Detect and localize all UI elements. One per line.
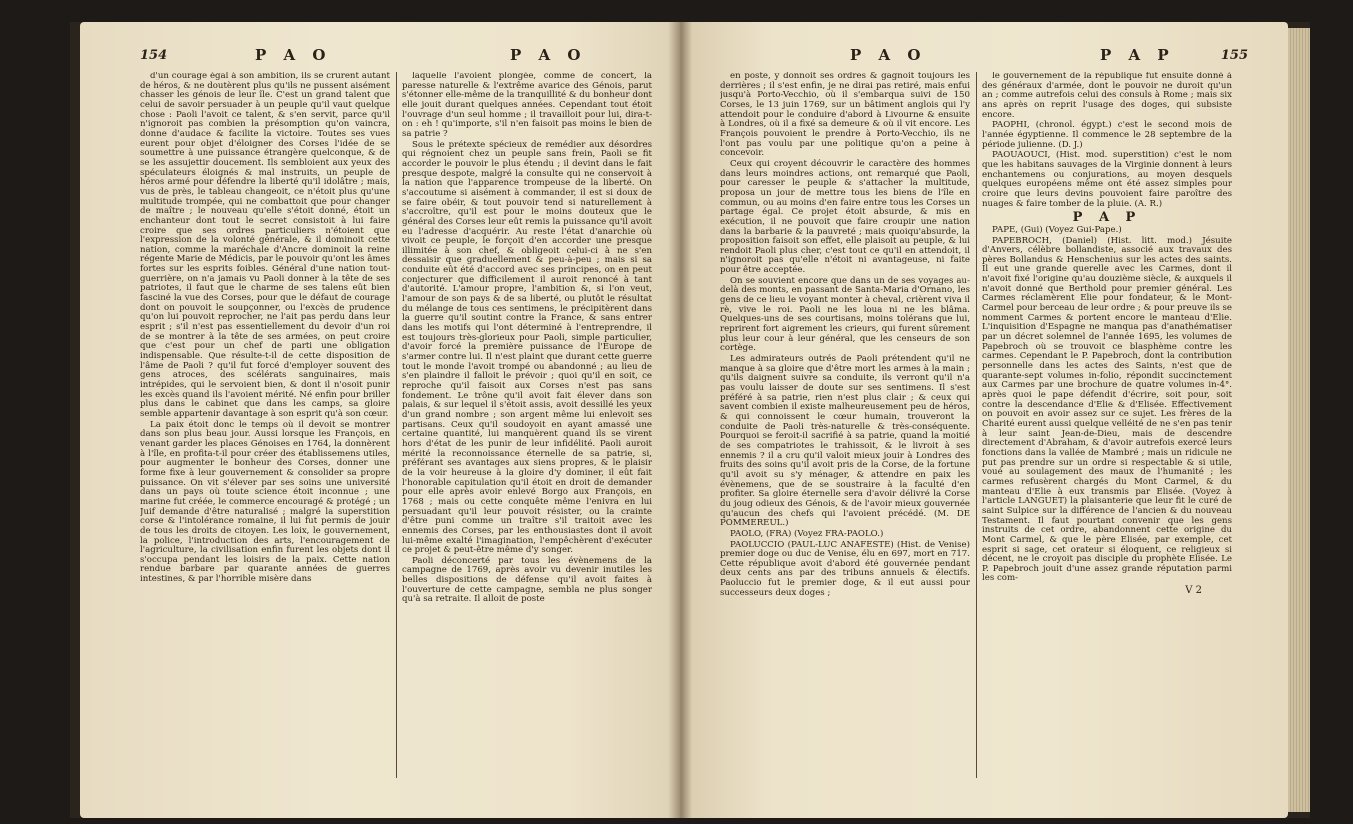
paragraph: d'un courage égal à son ambition, ils se crurent autant de héros, & ne doutèrent plus qu'ils ne pussent aisément chasser les génois de leur île. C'est un grand talent que celui de savoir persuader à un peuple qu'il vaut quelque chose : Paoli l'avoit ce talent, & s'en servit, parce qu'il n'ignoroit pas combien la présomption qu'on vaincra, donne d'audace & facilite la victoire. Toutes ses vues eurent pour objet d'éloigner des Corses l'idée de se soumettre à une puissance étrangère quelconque, & de se les assujettir doucement. Ils sembloient aux yeux des spéculateurs éloignés & mal instruits, un peuple de héros armé pour défendre la liberté qu'il idolâtre ; mais, vus de près, le tableau changeoit, ce n'étoit plus qu'une multitude trompée, qui ne combattoit que pour changer de maître ; le nouveau qu'elle s'étoit donné, étoit un enchanteur dont tout le secret consistoit à lui faire croire que ses ordres particuliers n'étoient que l'expression de la volonté générale, & il dominoit cette nation, comme la maréchale d'Ancre dominoit la reine régente Marie de Médicis, par le pouvoir qu'ont les âmes fortes sur les esprits foibles. Général d'une nation tout-guerrière, on n'a jamais vu Paoli donner à la tête de ses patriotes, il faut que le charme de ses talens eût bien fasciné la vue des Corses, pour que le défaut de courage dont on pouvoit le soupçonner, ou l'excès de prudence qu'on lui pouvoit reprocher, ne l'ait pas perdu dans leur esprit ; s'il n'est pas essentiellement du devoir d'un roi de se montrer à la tête de ses armées, on peut croire que c'est pour un chef de parti une obligation indispensable. Que résulte-t-il de cette disposition de l'âme de Paoli ? qu'il fut forcé d'employer souvent des gens atroces, des scélérats sanguinaires, mais intrépides, qui le servoient bien, & dont il n'osoit punir les excès quand ils l'avoient mérité. Né enfin pour briller plus dans le cabinet que dans les camps, sa gloire semble appartenir davantage à son esprit qu'à son cœur. bbox=[140, 72, 390, 419]
paragraph: Paoli déconcerté par tous les évènemens de la campagne de 1769, après avoir vu devenir inutiles les belles dispositions de défense qu'il avoit faites à l'ouverture de cette campagne, sembla ne plus songer qu'à sa retraite. Il alloit de poste bbox=[402, 555, 652, 605]
entry: PAOLUCCIO (PAUL-LUC ANAFESTE) (Hist. de Venise) premier doge ou duc de Venise, élu en 697, mort en 717. Cette république avoit d'abord été gouvernée pendant deux cents ans par des tribuns annuels & électifs. Paoluccio fut le premier doge, & il eut aussi pour successeurs deux doges ; bbox=[720, 539, 970, 598]
page-edges bbox=[1288, 28, 1310, 812]
running-head-title: P A O bbox=[510, 46, 587, 64]
running-head-title: P A O bbox=[255, 46, 332, 64]
section-heading: P A P bbox=[1072, 210, 1142, 226]
paragraph: en poste, y donnoit ses ordres & gagnoit toujours les derrières ; il s'est enfin, je ne dirai pas retiré, mais enfui jusqu'à Porto-Vecchio, où il s'embarqua suivi de 150 Corses, le 13 juin 1769, sur un bâtiment anglois qui l'y attendoit pour le conduire d'abord à Livourne & ensuite à Londres, où il a fixé sa demeure & où il vit encore. Les François pouvoient le prendre à Porto-Vecchio, ils ne l'ont pas voulu par une politique qu'on a peine à concevoir. bbox=[720, 72, 970, 159]
left-page bbox=[80, 22, 688, 818]
text-column bbox=[402, 72, 652, 798]
entry: PAOLO, (FRA) (Voyez FRA-PAOLO.) bbox=[730, 528, 884, 539]
entry: PAOUAOUCI, (Hist. mod. superstition) c'est le nom que les habitans sauvages de la Virginie donnent à leurs enchantemens ou conjurations, au moyen desquels quelques européens même ont été assez simples pour croire que leurs devins pouvoient faire paroître des nuages & faire tomber de la pluie. (A. R.) bbox=[982, 150, 1232, 209]
entry: PAPEBROCH, (Daniel) (Hist. litt. mod.) Jésuite d'Anvers, célèbre bollandiste, associé aux travaux des pères Bollandus & Henschenius sur les actes des saints. Il eut une grande querelle avec les Carmes, dont il n'avoit fixé l'origine qu'au douzième siècle, & auxquels il n'avoit donné que Berthold pour premier général. Les Carmes réclamèrent Elie pour fondateur, & le Mont-Carmel pour berceau de leur ordre ; & pour preuve ils se nomment Carmes & portent encore le manteau d'Elie. L'inquisition d'Espagne ne manqua pas d'anathématiser par un décret solemnel de l'année 1695, les volumes de Papebroch où se trouvoit ce blasphème contre les carmes. Cependant le P. Papebroch, dont la contribution personnelle dans les actes des Saints, n'est que de quarante-sept volumes in-folio, répondit succinctement aux Carmes par une brochure de quatre volumes in-4°. après quoi le pape défendit d'écrire, soit pour, soit contre la descendance d'Elie & d'Elisée. Effectivement on pouvoit en avoir assez sur ce sujet. Les frères de la Charité eurent aussi quelque velléité de ne s'en pas tenir à leur saint Jean-de-Dieu, mais de descendre directement d'Abraham, & d'avoir autrefois exercé leurs fonctions dans la vallée de Mambré ; mais un ridicule ne put pas prendre sur un ordre si respectable & si utile, voué au soulagement des maux de l'humanité ; les carmes refusèrent chargés du Mont Carmel, & du manteau d'Elie à eux transmis par Elisée. (Voyez à l'article LANGUET) la plaisanterie que leur fit le curé de saint Sulpice sur la différence de l'ancien & du nouveau Testament. Il faut pourtant convenir que les gens instruits de cet ordre, abandonnent cette origine du Mont Carmel, & que le père Elisée, par exemple, cet esprit si sage, cet orateur si éloquent, ce religieux si décent, ne le croyoit pas disciple du prophète Elisée. Le P. Papebroch jouit d'une assez grande réputation parmi les com- bbox=[982, 235, 1232, 584]
text-column bbox=[720, 72, 970, 798]
right-running-head bbox=[740, 46, 1248, 68]
text-column bbox=[982, 72, 1232, 798]
left-running-head bbox=[140, 46, 648, 68]
signature-mark: V 2 bbox=[1185, 585, 1202, 597]
paragraph: laquelle l'avoient plongée, comme de concert, la paresse naturelle & l'extrême avarice des Génois, parut s'étonner elle-même de la tranquillité & du bonheur dont elle jouit durant quelques années. Cependant tout étoit l'ouvrage d'un seul homme ; il travailloit pour lui, dira-t-on : eh ! qu'importe, s'il n'en faisoit pas moins le bien de sa patrie ? bbox=[402, 72, 652, 139]
entry: PAOPHI, (chronol. égypt.) c'est le second mois de l'année égyptienne. Il commence le 28 septembre de la période julienne. (D. J.) bbox=[982, 120, 1232, 150]
running-head-title: P A O bbox=[850, 46, 927, 64]
paragraph: On se souvient encore que dans un de ses voyages au-delà des monts, en passant de Santa-Maria d'Ornano, les gens de ce lieu le voyant monter à cheval, crièrent viva il rè, vive le roi. Paoli ne les loua ni ne les blâma. Quelques-uns de ses courtisans, moins tolérans que lui, reprirent fort aigrement les crieurs, qui furent sûrement plus leur cour à leur général, que les censeurs de son cortège. bbox=[720, 275, 970, 354]
book-gutter bbox=[668, 22, 692, 818]
paragraph: Sous le prétexte spécieux de remédier aux désordres qui régnoient chez un peuple sans frein, Paoli se fit accorder le pouvoir le plus étendu ; il devint dans le fait presque despote, malgré la consulte qui ne conservoit à la nation que l'apparence trompeuse de la liberté. On s'accoutume si aisément à commander, il est si doux de se faire obéir, & tout pouvoir tend si naturellement à s'accroître, qu'il est pour le moins douteux que le général des Corses leur eût remis la puissance qu'il avoit eu l'adresse d'acquérir. Au reste l'état d'anarchie où vivoit ce peuple, le forçoit d'en accorder une presque illimitée à son chef, & obligeoit celui-ci à ne s'en dessaisir que graduellement & peu-à-peu ; mais si sa conduite eût été d'accord avec ses principes, on en peut conjecturer que difficilement il auroit renoncé à tant d'autorité. L'amour propre, l'ambition &, si l'on veut, l'amour de son pays & de sa liberté, ou plutôt le résultat du mélange de tous ces sentimens, le précipitèrent dans la guerre qu'il soutint contre la France, & sans entrer dans les motifs qui l'ont déterminé à l'entreprendre, il est toujours très-glorieux pour Paoli, simple particulier, d'avoir forcé la première puissance de l'Europe de s'armer contre lui. Il n'est plaint que durant cette guerre tout le monde l'avoit trompé ou abandonné ; au lieu de s'en plaindre il falloit le prévoir ; quoi qu'il en soit, ce reproche qu'il faisoit aux Corses n'est pas sans fondement. Le trône qu'il avoit fait élever dans son palais, & sur lequel il s'étoit assis, avoit dessillé les yeux d'un grand nombre ; son argent même lui enlevoit ses partisans. Ceux qu'il soudoyoit en ayant amassé une certaine quantité, lui manquèrent quand ils se virent hors d'état de les punir de leur infidélité. Paoli auroit mérité la reconnoissance éternelle de sa patrie, si, préférant ses avantages aux siens propres, & le plaisir de la voir heureuse à la gloire d'y dominer, il eût fait l'honorable capitulation qu'il étoit en droit de demander pour elle après avoir enlevé Borgo aux François, en 1768 ; mais ou cette conquête même l'enivra en lui persuadant qu'il leur pouvoit résister, ou la crainte d'être puni comme un traître s'il traitoit avec les ennemis des Corses, par les enthousiastes dont il avoit lui-même exalté l'imagination, l'empêchèrent d'exécuter ce projet & peut-être même d'y songer. bbox=[402, 139, 652, 556]
paragraph: Les admirateurs outrés de Paoli prétendent qu'il ne manque à sa gloire que d'être mort les armes à la main ; qu'ils daignent suivre sa conduite, ils verront qu'il n'a pas voulu laisser de doute sur ses sentimens. Il s'est préféré à sa patrie, rien n'est plus clair ; & ceux qui savent combien il existe malheureusement peu de héros, & qui connoissent le cœur humain, trouveront la conduite de Paoli très-naturelle & très-conséquente. Pourquoi se feroit-il sacrifié à sa patrie, quand la moitié de ses compatriotes le trahissoit, & le livroit à ses ennemis ? il a cru qu'il valoit mieux jouir à Londres des fruits des soins qu'il avoit pris de la Corse, de la fortune qu'il avoit su s'y ménager, & attendre en paix les évènemens, que de se soustraire à la faculté d'en profiter. Sa gloire éternelle sera d'avoir délivré la Corse du joug odieux des Génois, & de l'avoir mieux gouvernée qu'aucun des chefs qui l'avoient précédé. (M. DE POMMEREUL.) bbox=[720, 354, 970, 529]
page-number: 155 bbox=[1220, 48, 1248, 63]
column-rule bbox=[976, 72, 977, 778]
paragraph: La paix étoit donc le temps où il devoit se montrer dans son plus beau jour. Aussi lorsque les François, en venant garder les places Génoises en 1764, la donnèrent à l'île, en profita-t-il pour créer des établissemens utiles, pour augmenter le bonheur des Corses, donner une forme fixe à leur gouvernement & consolider sa propre puissance. On vit s'élever par ses soins une université dans un pays où toute science étoit inconnue ; une marine fut créée, le commerce encouragé & protégé ; un Juif demande d'être naturalisé ; malgré la superstition corse & l'intolérance romaine, il lui fut permis de jouir de tous les droits de citoyen. Les loix, le gouvernement, la police, l'introduction des arts, l'encouragement de l'agriculture, la civilisation enfin furent les objets dont il s'occupa pendant les loisirs de la paix. Cette nation rendue barbare par quarante années de guerres intestines, & par l'horrible misère dans bbox=[140, 419, 390, 585]
running-head-title: P A P bbox=[1100, 46, 1175, 64]
paragraph: le gouvernement de la république fut ensuite donné à des généraux d'armée, dont le pouvoir ne duroit qu'un an ; comme autrefois celui des consuls à Rome ; mais six ans après on reprit l'usage des doges, qui subsiste encore. bbox=[982, 72, 1232, 120]
text-column bbox=[140, 72, 390, 798]
right-page bbox=[680, 22, 1288, 818]
paragraph: Ceux qui croyent découvrir le caractère des hommes dans leurs moindres actions, ont remarqué que Paoli, pour caresser le peuple & s'attacher la multitude, proposa un jour de mettre tous les biens de l'île en commun, ou au moins d'en faire entre tous les Corses un partage égal. Ce projet étoit absurde, & mis en exécution, il ne pouvoit que faire croupir une nation dans la barbarie & la pauvreté ; mais quoiqu'absurde, la proposition faisoit son effet, elle plaisoit au peuple, & lui rendoit Paoli plus cher, c'est tout ce qu'il en attendoit, il n'ignoroit pas qu'elle n'étoit ni avantageuse, ni faite pour être acceptée. bbox=[720, 158, 970, 276]
entry: PAPE, (Gui) (Voyez Gui-Pape.) bbox=[992, 224, 1122, 235]
column-rule bbox=[396, 72, 397, 778]
book-spread bbox=[70, 22, 1310, 818]
page-number: 154 bbox=[140, 48, 168, 63]
